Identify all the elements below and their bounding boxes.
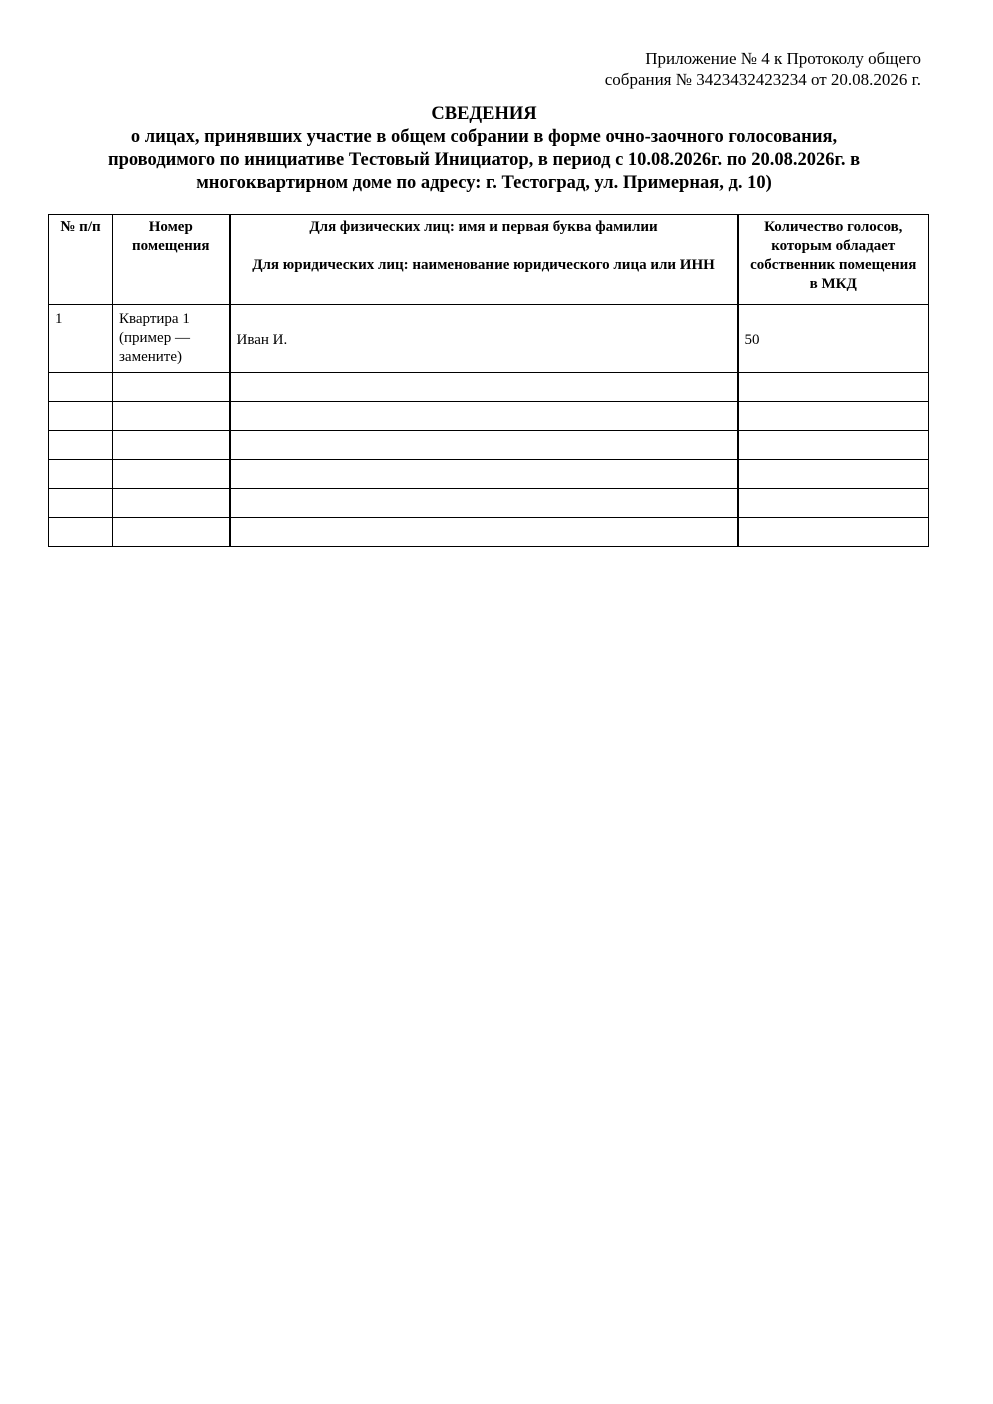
header-votes: Количество голосов, которым обладает собственник помещения в МКД [738,215,929,305]
cell-person [230,402,738,431]
cell-num: 1 [49,305,113,373]
heading-line-2: проводимого по инициативе Тестовый Инициатор, в период с 10.08.2026г. по 20.08.2026г. в [107,150,861,170]
table-row [49,489,929,518]
header-num: № п/п [49,215,113,305]
document-title: СВЕДЕНИЯ [431,104,537,124]
cell-premises [113,460,230,489]
table-row [49,518,929,547]
header-premises: Номер помещения [113,215,230,305]
cell-premises [113,489,230,518]
table-row [49,402,929,431]
cell-num [49,431,113,460]
cell-num [49,402,113,431]
cell-person [230,373,738,402]
appendix-line-2: собрания № 3423432423234 от 20.08.2026 г. [604,70,921,89]
cell-premises [113,431,230,460]
cell-votes [738,460,929,489]
cell-votes: 50 [738,305,929,373]
cell-person: Иван И. [230,305,738,373]
appendix-reference [605,48,921,90]
document-heading [60,103,908,195]
header-person-individual: Для физических лиц: имя и первая буква фамилии [309,219,658,235]
cell-premises [113,402,230,431]
appendix-line-1: Приложение № 4 к Протоколу общего [645,49,921,68]
cell-person [230,489,738,518]
cell-num [49,489,113,518]
header-person-legal: Для юридических лиц: наименование юридического лица или ИНН [252,257,715,273]
cell-num [49,518,113,547]
table-header-row [49,215,929,305]
cell-premises [113,518,230,547]
table-row [49,460,929,489]
cell-votes [738,373,929,402]
cell-num [49,460,113,489]
cell-votes [738,489,929,518]
cell-person [230,518,738,547]
cell-premises [113,373,230,402]
heading-line-1: о лицах, принявших участие в общем собрании в форме очно-заочного голосования, [130,127,838,147]
cell-votes [738,402,929,431]
table-row [49,431,929,460]
participants-table [48,214,929,547]
table-row [49,373,929,402]
cell-premises: Квартира 1 (пример — замените) [113,305,230,373]
cell-person [230,431,738,460]
cell-person [230,460,738,489]
table-row [49,305,929,373]
cell-votes [738,518,929,547]
heading-line-3: многоквартирном доме по адресу: г. Тестоград, ул. Примерная, д. 10) [196,173,772,193]
header-person [230,215,738,305]
cell-num [49,373,113,402]
cell-votes [738,431,929,460]
